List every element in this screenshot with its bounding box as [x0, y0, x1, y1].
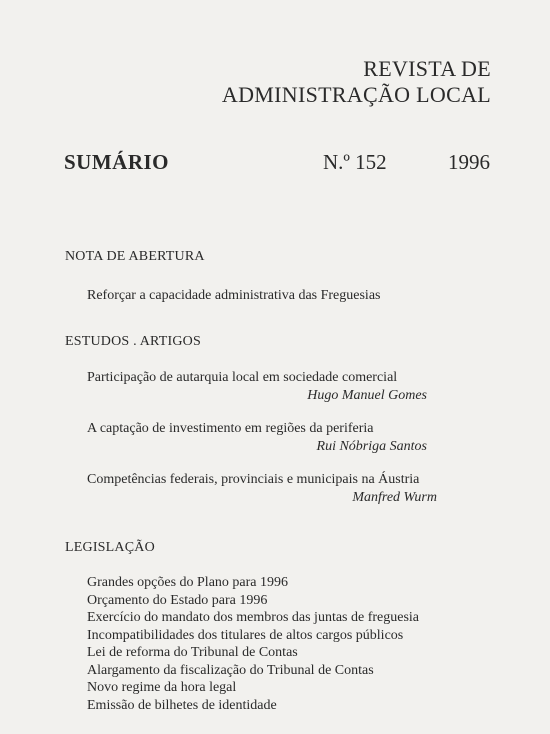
issue-number: N.º 152 [323, 150, 387, 174]
article-author: Rui Nóbriga Santos [316, 439, 427, 454]
masthead-line-2: ADMINISTRAÇÃO LOCAL [221, 82, 491, 107]
abertura-item: Reforçar a capacidade administrativa das Freguesias [87, 288, 381, 303]
summary-title: SUMÁRIO [64, 150, 170, 174]
article-title: Competências federais, provinciais e municipais na Áustria [87, 472, 420, 487]
article-title: Participação de autarquia local em sociedade comercial [87, 370, 398, 385]
masthead-line-1: REVISTA DE [363, 56, 491, 81]
article-title: A captação de investimento em regiões da periferia [87, 421, 374, 436]
legislation-list [87, 574, 419, 714]
journal-masthead [222, 56, 491, 108]
section-heading-legislacao: LEGISLAÇÃO [65, 540, 155, 555]
list-item: Alargamento da fiscalização do Tribunal de Contas [87, 662, 374, 678]
list-item: Orçamento do Estado para 1996 [87, 592, 268, 608]
section-heading-estudos: ESTUDOS . ARTIGOS [65, 334, 201, 349]
issue-year: 1996 [448, 150, 490, 174]
article-entry [87, 420, 427, 456]
list-item: Lei de reforma do Tribunal de Contas [87, 645, 298, 660]
list-item: Grandes opções do Plano para 1996 [87, 575, 289, 590]
list-item: Exercício do mandato dos membros das juntas de freguesia [87, 610, 420, 625]
list-item: Emissão de bilhetes de identidade [87, 697, 277, 713]
article-author: Manfred Wurm [352, 490, 437, 505]
section-heading-abertura: NOTA DE ABERTURA [65, 249, 205, 264]
list-item: Incompatibilidades dos titulares de altos cargos públicos [87, 627, 404, 643]
article-entry [87, 471, 437, 507]
summary-header [64, 150, 490, 180]
article-entry [87, 369, 427, 405]
list-item: Novo regime da hora legal [87, 680, 237, 695]
article-author: Hugo Manuel Gomes [307, 388, 427, 403]
